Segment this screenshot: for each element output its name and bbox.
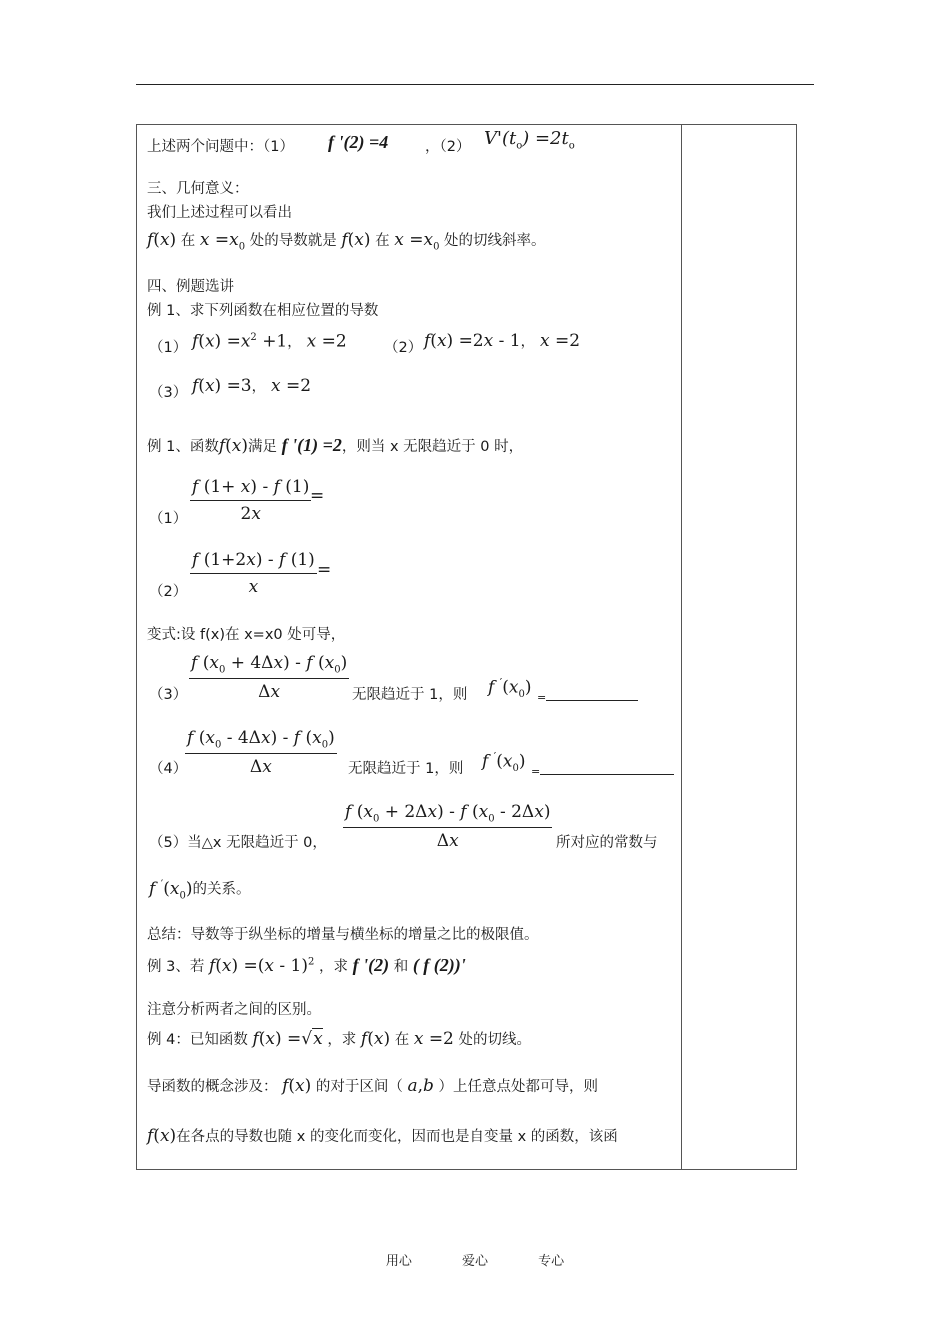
section-4-title: 四、例题选讲 (147, 279, 234, 295)
formula-f-prime-2: f '(2) =4 (328, 132, 389, 152)
example-4-line: 例 4：已知函数 f(x) =√x ，求 f(x) 在 x =2 处的切线。 (147, 1029, 531, 1049)
intro-line: 上述两个问题中：（1） (147, 139, 294, 155)
geometric-meaning-line: f(x) 在 $x =x_0$ 处的导数就是 f(x) 在 $x =x_0$ 处的切线斜率。 (147, 230, 546, 253)
formula-ex1-1: $f(x) =x^2 +1$， x =2 (192, 331, 347, 352)
fraction-variant-3: $\frac{f (x_0 + 4\Delta x) - f (x_0)}{\Delta x}$ (191, 653, 348, 703)
header-rule (136, 84, 814, 85)
concept-line-2: f(x)在各点的导数也随 x 的变化而变化，因而也是自变量 x 的函数，该函 (147, 1126, 618, 1146)
fraction-variant-5: $\frac{f (x_0 + 2\Delta x) - f (x_0 - 2\Delta x)}{\Delta x}$ (345, 802, 551, 852)
note-text: 注意分析两者之间的区别。 (147, 1002, 321, 1018)
formula-ex1-3: f(x) =3， x =2 (192, 376, 312, 396)
example-3-line: 例 3、若 f(x) =(x - 1)$^2$ ，求 f '(2) 和 ( f (2))' (147, 955, 466, 976)
variant-title: 变式:设 f(x)在 x=x0 处可导， (147, 627, 346, 643)
table-column-divider (681, 124, 682, 1170)
formula-ex1-2: f(x) =2x - 1， x =2 (424, 331, 581, 351)
section-3-line1: 我们上述过程可以看出 (147, 205, 292, 221)
page-footer: 用心 爱心 专心 (385, 1254, 565, 1269)
fraction-variant-4: $\frac{f (x_0 - 4\Delta x) - f (x_0)}{\Delta x}$ (187, 728, 335, 778)
concept-line-1: 导函数的概念涉及： f(x) 的对于区间（ a,b ）上任意点处都可导，则 (147, 1076, 599, 1096)
fraction-ex1b-1: $\frac{f (1+ x) - f (1)}{2x}$ (192, 477, 310, 524)
relation-line: f $'(x_0)$的关系。 (149, 877, 251, 902)
example-1-title: 例 1、求下列函数在相应位置的导数 (147, 303, 379, 319)
section-3-title: 三、几何意义： (147, 181, 249, 197)
summary-text: 总结：导数等于纵坐标的增量与横坐标的增量之比的极限值。 (147, 927, 539, 943)
fraction-ex1b-2: $\frac{f (1+2x) - f (1)}{x}$ (192, 550, 315, 597)
example-1b-line: 例 1、函数f(x)满足 f '(1) =2，则当 x 无限趋近于 0 时， (147, 435, 524, 456)
formula-v-prime: $V'(t_o) =2t_o$ (484, 128, 575, 152)
